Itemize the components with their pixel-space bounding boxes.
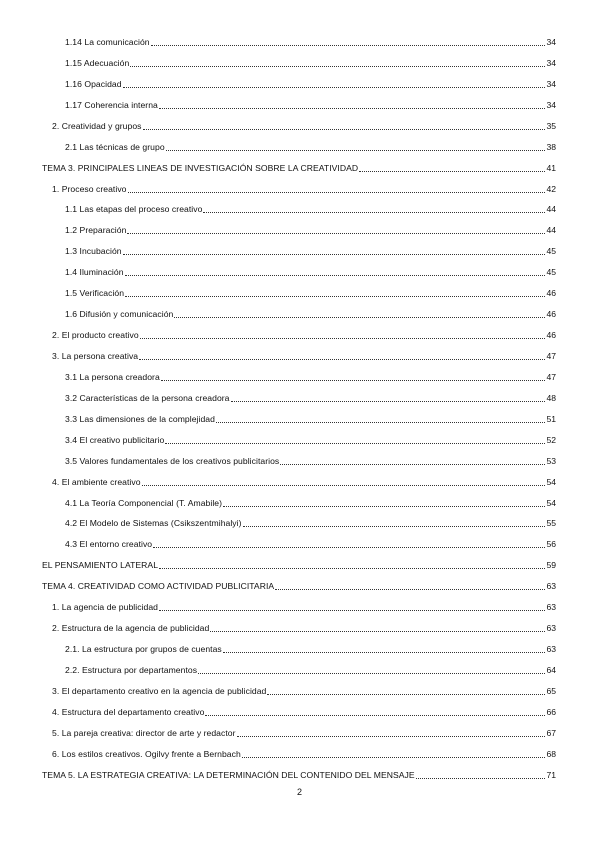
toc-entry-label: 3. La persona creativa [52,350,139,361]
toc-entry[interactable] [0,34,556,48]
toc-entry-page: 34 [546,57,556,68]
toc-entry-page: 44 [546,225,556,236]
toc-entry-label: 1.3 Incubación [65,246,122,257]
toc-entry-label: 2. Creatividad y grupos [52,120,142,131]
dot-leader [130,66,545,67]
toc-entry-page: 52 [546,434,556,445]
toc-entry[interactable] [0,725,556,739]
toc-entry-page: 47 [546,371,556,382]
toc-entry[interactable] [0,118,556,132]
dot-leader [153,547,545,548]
toc-entry[interactable] [0,704,556,718]
toc-entry-page: 41 [546,162,556,173]
toc-entry[interactable] [0,243,556,257]
dot-leader [359,171,545,172]
toc-entry-label: 3.4 El creativo publicitario [65,434,165,445]
toc-entry-page: 46 [546,330,556,340]
toc-entry-page: 66 [546,706,556,717]
toc-entry-page: 38 [546,141,556,152]
dot-leader [123,87,546,88]
toc-entry-label: 2.1. La estructura por grupos de cuentas [65,644,222,654]
toc-entry-page: 64 [546,664,556,675]
toc-entry-page: 44 [546,204,556,215]
toc-entry[interactable] [0,327,556,341]
toc-entry-page: 46 [546,288,556,299]
dot-leader [139,359,545,360]
toc-entry-label: TEMA 4. CREATIVIDAD COMO ACTIVIDAD PUBLICITARIA [42,581,275,592]
toc-entry-label: 3.2 Características de la persona creadora [65,392,230,403]
toc-entry[interactable] [0,201,556,215]
toc-entry-label: 1.4 Iluminación [65,267,124,278]
toc-entry[interactable] [0,264,556,278]
toc-entry-page: 34 [546,99,556,110]
toc-entry-page: 59 [546,560,556,571]
toc-entry-label: EL PENSAMIENTO LATERAL [42,560,159,571]
toc-entry[interactable] [0,348,556,362]
dot-leader [128,192,546,193]
toc-entry-page: 47 [546,350,556,361]
toc-entry[interactable] [0,139,556,153]
toc-entry[interactable] [0,97,556,111]
toc-entry-label: 1.5 Verificación [65,288,125,299]
toc-entry-page: 34 [546,78,556,89]
toc-entry-page: 71 [546,769,556,780]
dot-leader [280,464,545,465]
toc-entry-label: 1. La agencia de publicidad [52,602,158,613]
toc-entry-label: 4. Estructura del departamento creativo [52,706,205,717]
toc-entry-page: 35 [546,120,556,131]
dot-leader [198,673,545,674]
toc-entry-label: 3.1 La persona creadora [65,371,160,382]
toc-entry-page: 63 [546,602,556,613]
toc-entry-page: 63 [546,623,556,633]
toc-entry-page: 51 [546,413,556,424]
toc-entry[interactable] [0,536,556,550]
toc-entry-label: 2. Estructura de la agencia de publicidad [52,623,210,633]
dot-leader [165,443,545,444]
dot-leader [242,757,546,758]
toc-entry-page: 46 [546,309,556,320]
toc-entry[interactable] [0,495,556,509]
toc-entry-label: 1.17 Coherencia interna [65,99,158,110]
toc-entry[interactable] [0,76,556,90]
toc-entry-page: 63 [546,581,556,592]
toc-entry-label: 1. Proceso creativo [52,183,127,194]
toc-entry-label: 4.1 La Teoría Componencial (T. Amabile) [65,497,223,508]
toc-entry-page: 54 [546,497,556,508]
toc-entry-label: 1.2 Preparación [65,225,127,236]
dot-leader [223,506,545,507]
dot-leader [127,233,545,234]
toc-entry-label: 2.2. Estructura por departamentos [65,664,198,675]
toc-entry[interactable] [0,557,556,571]
toc-entry-page: 42 [546,183,556,194]
toc-entry-page: 54 [546,476,556,487]
toc-entry[interactable] [0,369,556,383]
toc-entry[interactable] [0,662,556,676]
toc-entry-page: 65 [546,685,556,696]
dot-leader [275,589,545,590]
toc-entry-page: 53 [546,455,556,466]
dot-leader [159,108,546,109]
toc-entry[interactable] [0,599,556,613]
toc-entry-label: TEMA 5. LA ESTRATEGIA CREATIVA: LA DETERMINACIÓN DEL CONTENIDO DEL MENSAJE [42,769,415,780]
dot-leader [210,631,545,632]
dot-leader [223,652,546,653]
toc-entry[interactable] [0,474,556,488]
dot-leader [237,736,546,737]
toc-entry-label: 6. Los estilos creativos. Ogilvy frente a Bernbach [52,748,241,759]
toc-entry-page: 34 [546,37,556,47]
toc-entry[interactable] [0,515,556,529]
toc-entry-page: 68 [546,748,556,759]
toc-entry-page: 56 [546,539,556,550]
toc-entry-label: 5. La pareja creativa: director de arte y redactor [52,727,236,738]
dot-leader [125,296,545,297]
toc-entry-label: 2. El producto creativo [52,330,139,340]
toc-entry[interactable] [0,285,556,299]
dot-leader [125,275,546,276]
toc-entry-label: 3.3 Las dimensiones de la complejidad [65,413,215,424]
dot-leader [140,338,546,339]
toc-entry[interactable] [0,181,556,195]
toc-entry-label: 1.16 Opacidad [65,78,122,89]
toc-entry-label: 3.5 Valores fundamentales de los creativos publicitarios [65,455,280,466]
toc-entry[interactable] [0,683,556,697]
toc-entry[interactable] [0,390,556,404]
toc-entry[interactable] [0,411,556,425]
page-number: 2 [296,787,302,797]
dot-leader [151,45,546,46]
dot-leader [416,778,546,779]
toc-entry[interactable] [0,306,556,320]
toc-entry-page: 55 [546,518,556,529]
toc-entry-page: 45 [546,246,556,257]
dot-leader [161,380,546,381]
toc-entry[interactable] [0,641,556,655]
toc-entry-label: 3. El departamento creativo en la agencia de publicidad [52,685,267,696]
toc-entry-label: TEMA 3. PRINCIPALES LINEAS DE INVESTIGACIÓN SOBRE LA CREATIVIDAD [42,162,359,173]
toc-entry[interactable] [0,432,556,446]
dot-leader [166,150,546,151]
toc-entry-label: 2.1 Las técnicas de grupo [65,141,165,152]
dot-leader [231,401,546,402]
toc-entry-label: 1.15 Adecuación [65,57,130,68]
dot-leader [159,568,545,569]
dot-leader [159,610,545,611]
toc-entry[interactable] [0,578,556,592]
toc-entry-label: 1.6 Difusión y comunicación [65,309,174,320]
toc-entry[interactable] [0,620,556,634]
dot-leader [123,254,546,255]
dot-leader [216,422,545,423]
dot-leader [205,715,545,716]
toc-entry[interactable] [0,160,556,174]
toc-entry[interactable] [0,746,556,760]
toc-entry-label: 4.2 El Modelo de Sistemas (Csikszentmihalyi) [65,518,242,529]
toc-entry-label: 4.3 El entorno creativo [65,539,153,550]
toc-entry-page: 48 [546,392,556,403]
dot-leader [243,526,546,527]
dot-leader [143,129,546,130]
dot-leader [142,485,546,486]
dot-leader [203,212,545,213]
dot-leader [267,694,545,695]
toc-entry-page: 63 [546,644,556,654]
toc-entry-label: 1.14 La comunicación [65,37,150,47]
toc-entry-label: 4. El ambiente creativo [52,476,141,487]
toc-entry[interactable] [0,222,556,236]
toc-entry[interactable] [0,55,556,69]
toc-entry-page: 45 [546,267,556,278]
toc-entry-label: 1.1 Las etapas del proceso creativo [65,204,203,215]
toc-entry[interactable] [0,767,556,781]
toc-entry-page: 67 [546,727,556,738]
toc-entry[interactable] [0,453,556,467]
dot-leader [174,317,545,318]
